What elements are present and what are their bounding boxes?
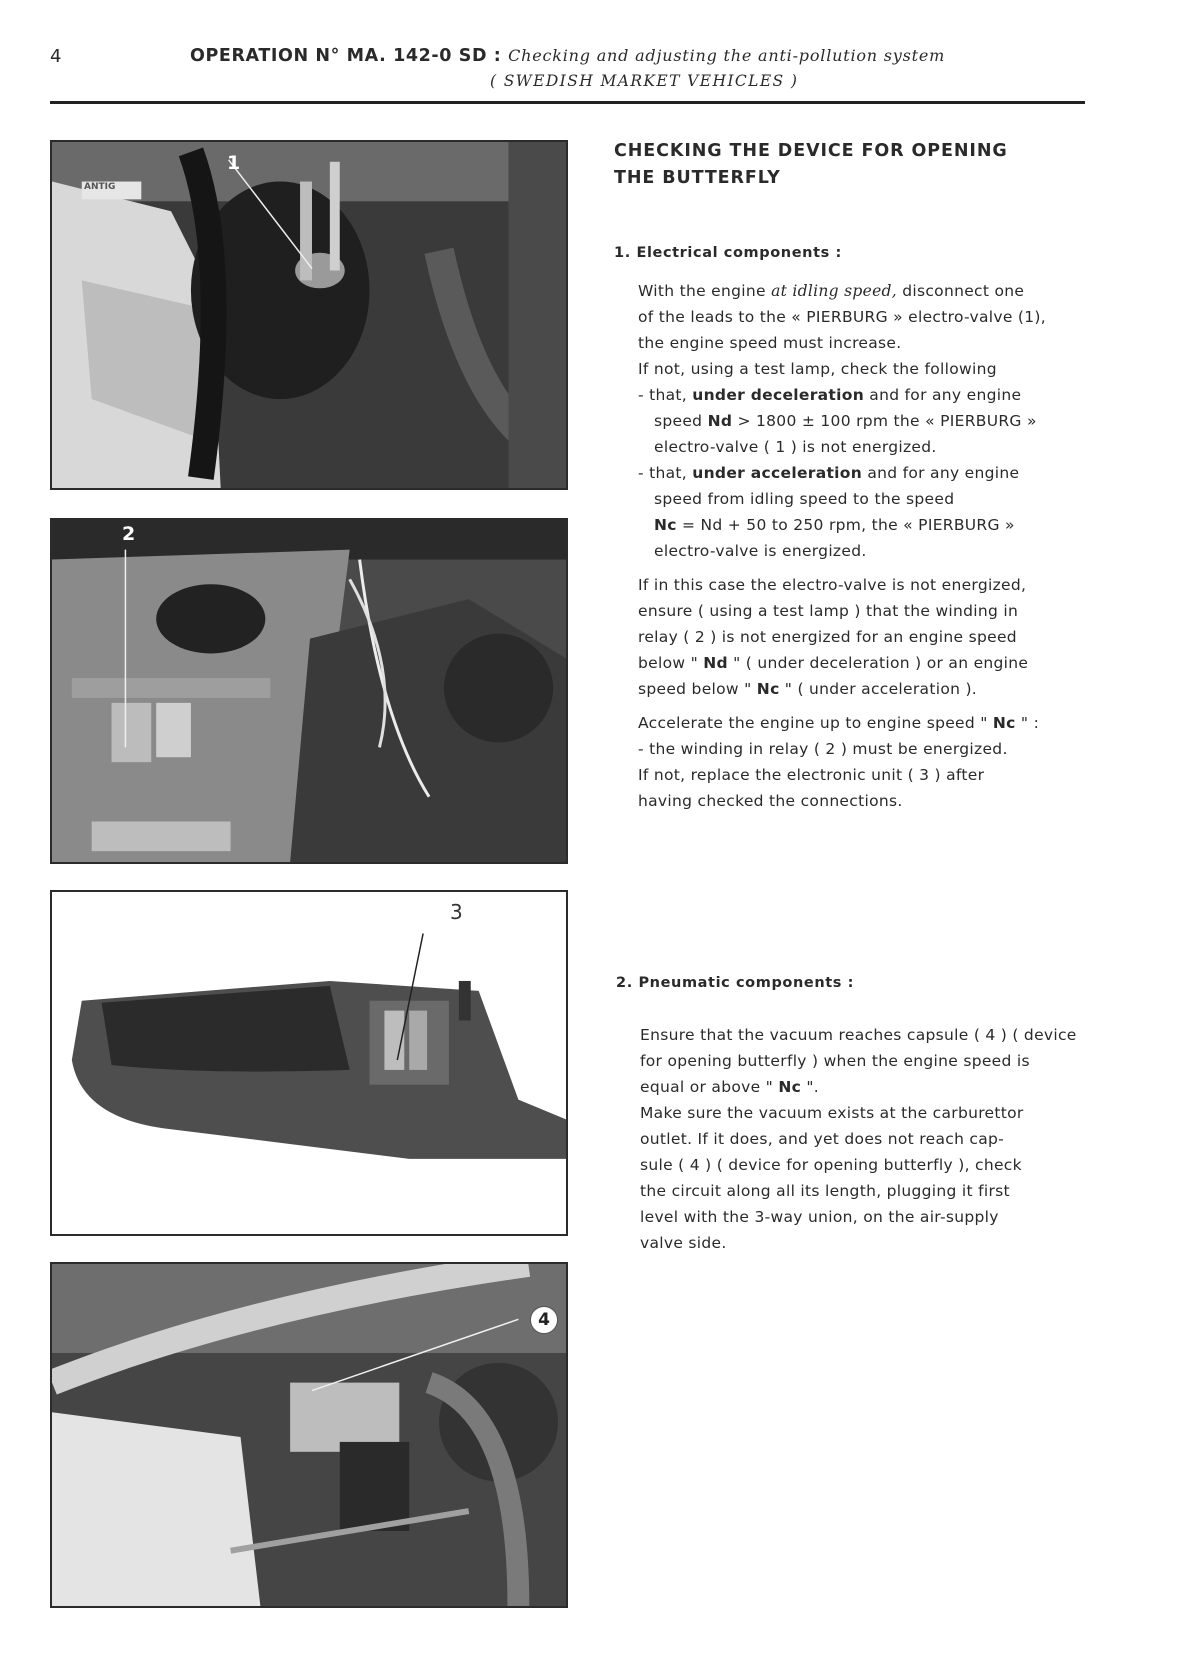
pneumatic-heading: 2. Pneumatic components : — [616, 975, 855, 991]
figure-4-callout: 4 — [530, 1306, 558, 1334]
pneumatic-line: valve side. — [640, 1234, 727, 1252]
accelerate-line: having checked the connections. — [638, 792, 903, 810]
pneumatic-line: equal or above " Nc ". — [640, 1078, 820, 1096]
pneumatic-line: the circuit along all its length, plugging it first — [640, 1182, 1010, 1200]
acceleration-bullet-line: speed from idling speed to the speed — [654, 490, 955, 508]
figure-3-callout: 3 — [450, 900, 463, 924]
electrical-line: of the leads to the « PIERBURG » electro-valve (1), — [638, 308, 1047, 326]
figure-4-photo — [50, 1262, 568, 1608]
relay-check-line: relay ( 2 ) is not energized for an engine speed — [638, 628, 1017, 646]
relay-check-line: speed below " Nc " ( under acceleration ). — [638, 680, 978, 698]
header-divider — [50, 101, 1085, 104]
electrical-body — [638, 278, 1046, 814]
operation-subtitle-line2: ( SWEDISH MARKET VEHICLES ) — [490, 72, 799, 90]
pneumatic-body — [640, 1022, 1077, 1256]
accelerate-line: Accelerate the engine up to engine speed " Nc " : — [638, 714, 1040, 732]
section-title: CHECKING THE DEVICE FOR OPENING THE BUTTERFLY — [614, 141, 1008, 188]
relay-check-line: below " Nd " ( under deceleration ) or an engine — [638, 654, 1029, 672]
electrical-line-1: With the engine at idling speed, disconnect one — [638, 282, 1025, 300]
electrical-line: If not, using a test lamp, check the following — [638, 360, 997, 378]
electrical-line: the engine speed must increase. — [638, 334, 902, 352]
pneumatic-line: for opening butterfly ) when the engine speed is — [640, 1052, 1030, 1070]
operation-subtitle: Checking and adjusting the anti-pollution system — [508, 46, 946, 65]
operation-number: OPERATION N° MA. 142-0 SD : — [190, 46, 502, 66]
figure-1-label: ANTIG — [84, 182, 116, 192]
relay-check-line: If in this case the electro-valve is not energized, — [638, 576, 1027, 594]
accelerate-line: - the winding in relay ( 2 ) must be energized. — [638, 740, 1008, 758]
paragraph-gap — [638, 702, 1046, 710]
figure-3-photo — [50, 890, 568, 1236]
pneumatic-line: outlet. If it does, and yet does not reach cap- — [640, 1130, 1005, 1148]
pneumatic-line: Make sure the vacuum exists at the carburettor — [640, 1104, 1024, 1122]
figure-2-photo — [50, 518, 568, 864]
page-number: 4 — [50, 46, 62, 67]
acceleration-bullet-line: electro-valve is energized. — [654, 542, 867, 560]
figure-2-callout: 2 — [122, 523, 136, 545]
deceleration-bullet: - that, under deceleration and for any engine — [638, 386, 1022, 404]
acceleration-bullet-line: Nc = Nd + 50 to 250 rpm, the « PIERBURG » — [654, 516, 1015, 534]
paragraph-gap — [638, 564, 1046, 572]
operation-header — [190, 46, 945, 66]
electrical-heading: 1. Electrical components : — [614, 245, 842, 261]
pneumatic-line: Ensure that the vacuum reaches capsule ( 4 ) ( device — [640, 1026, 1077, 1044]
deceleration-bullet-line: speed Nd > 1800 ± 100 rpm the « PIERBURG » — [654, 412, 1037, 430]
acceleration-bullet: - that, under acceleration and for any engine — [638, 464, 1020, 482]
relay-check-line: ensure ( using a test lamp ) that the winding in — [638, 602, 1019, 620]
pneumatic-line: sule ( 4 ) ( device for opening butterfly ), check — [640, 1156, 1022, 1174]
figure-1-callout: 1 — [227, 152, 241, 174]
accelerate-line: If not, replace the electronic unit ( 3 ) after — [638, 766, 985, 784]
figure-1-photo — [50, 140, 568, 490]
deceleration-bullet-line: electro-valve ( 1 ) is not energized. — [654, 438, 937, 456]
pneumatic-line: level with the 3-way union, on the air-supply — [640, 1208, 999, 1226]
